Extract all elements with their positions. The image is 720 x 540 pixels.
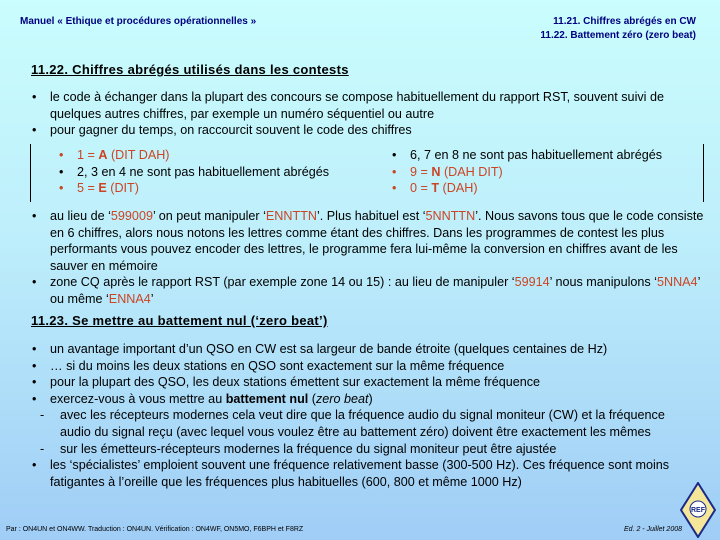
list-item: • le code à échanger dans la plupart des concours se compose habituellement du rapport RST, souvent suivi de quelques autres chiffres, par exemple un numéro séquentiel ou autre (30, 89, 710, 122)
section2-list (30, 341, 690, 490)
list-item: • pour gagner du temps, on raccourcit souvent le code des chiffres (30, 122, 710, 139)
list-item: • … si du moins les deux stations en QSO sont exactement sur la même fréquence (30, 358, 690, 375)
section-title-11-22: 11.22. Chiffres abrégés utilisés dans les contests (31, 62, 349, 77)
list-item: • 9 = N (DAH DIT) (390, 164, 710, 181)
footer-credits: Par : ON4UN et ON4WW. Traduction : ON4UN. Vérification : ON4WF, ON5MO, F6BPH et F8RZ (6, 526, 304, 533)
list-item: • les ‘spécialistes’ emploient souvent une fréquence relativement basse (300-500 Hz). Ces fréquence sont moins fatigantes à l’oreille que les fréquences plus habituelles (600, 800 et même 1000 Hz) (30, 457, 690, 490)
sub-item: - avec les récepteurs modernes cela veut dire que la fréquence audio du signal moniteur (CW) et la fréquence audio du signal reçu (avec lequel vous voulez être au battement zéro) doivent être exactement les mêmes (38, 407, 690, 440)
list-item: • pour la plupart des QSO, les deux stations émettent sur exactement la même fréquence (30, 374, 690, 391)
list-item: • zone CQ après le rapport RST (par exemple zone 14 ou 15) : au lieu de manipuler ‘59914’ nous manipulons ‘5NNA4’ ou même ‘ENNA4’ (30, 274, 710, 307)
chapter-line-1: 11.21. Chiffres abrégés en CW (553, 16, 696, 27)
list-item: • 2, 3 en 4 ne sont pas habituellement abrégés (57, 164, 397, 181)
sub-item: - sur les émetteurs-récepteurs modernes la fréquence du signal moniteur peut être ajustée (38, 441, 690, 458)
ref-logo (680, 482, 716, 538)
list-item: • 6, 7 en 8 ne sont pas habituellement abrégés (390, 147, 710, 164)
footer-edition: Ed. 2 - Juillet 2008 (624, 526, 682, 533)
section1-list (30, 89, 710, 139)
list-item: • un avantage important d’un QSO en CW est sa largeur de bande étroite (quelques centaines de Hz) (30, 341, 690, 358)
list-item: • 1 = A (DIT DAH) (57, 147, 397, 164)
chapter-header (540, 15, 696, 43)
logo-text: REF (691, 507, 705, 514)
list-item: • 5 = E (DIT) (57, 180, 397, 197)
chapter-line-2: 11.22. Battement zéro (zero beat) (540, 30, 696, 41)
list-item: • au lieu de ‘599009’ on peut manipuler ‘ENNTTN’. Plus habituel est ‘5NNTTN’. Nous savons tous que le code consiste en 6 chiffres, alors nous notons les lettres comme étant des chiffres. Dans les programmes de contest les plus performants vous pouvez encoder des lettres, le programme fera lui-même la conversion en chiffres avant de les sauver en mémoire (30, 208, 710, 274)
section-title-11-23: 11.23. Se mettre au battement nul (‘zero beat’) (31, 313, 328, 328)
list-item: • 0 = T (DAH) (390, 180, 710, 197)
section1-list-2 (30, 208, 710, 308)
abbrev-list-right (390, 147, 710, 197)
manual-title: Manuel « Ethique et procédures opérationnelles » (20, 16, 257, 27)
list-item: • exercez-vous à vous mettre au battement nul (zero beat) - avec les récepteurs modernes cela veut dire que la fréquence audio du signal moniteur (CW) et la fréquence audio du signal reçu (avec lequel vous voulez être au battement zéro) doivent être exactement les mêmes - sur les émetteurs-récepteurs modernes la fréquence du signal moniteur peut être ajustée (30, 391, 690, 457)
abbrev-list-left (57, 147, 397, 197)
